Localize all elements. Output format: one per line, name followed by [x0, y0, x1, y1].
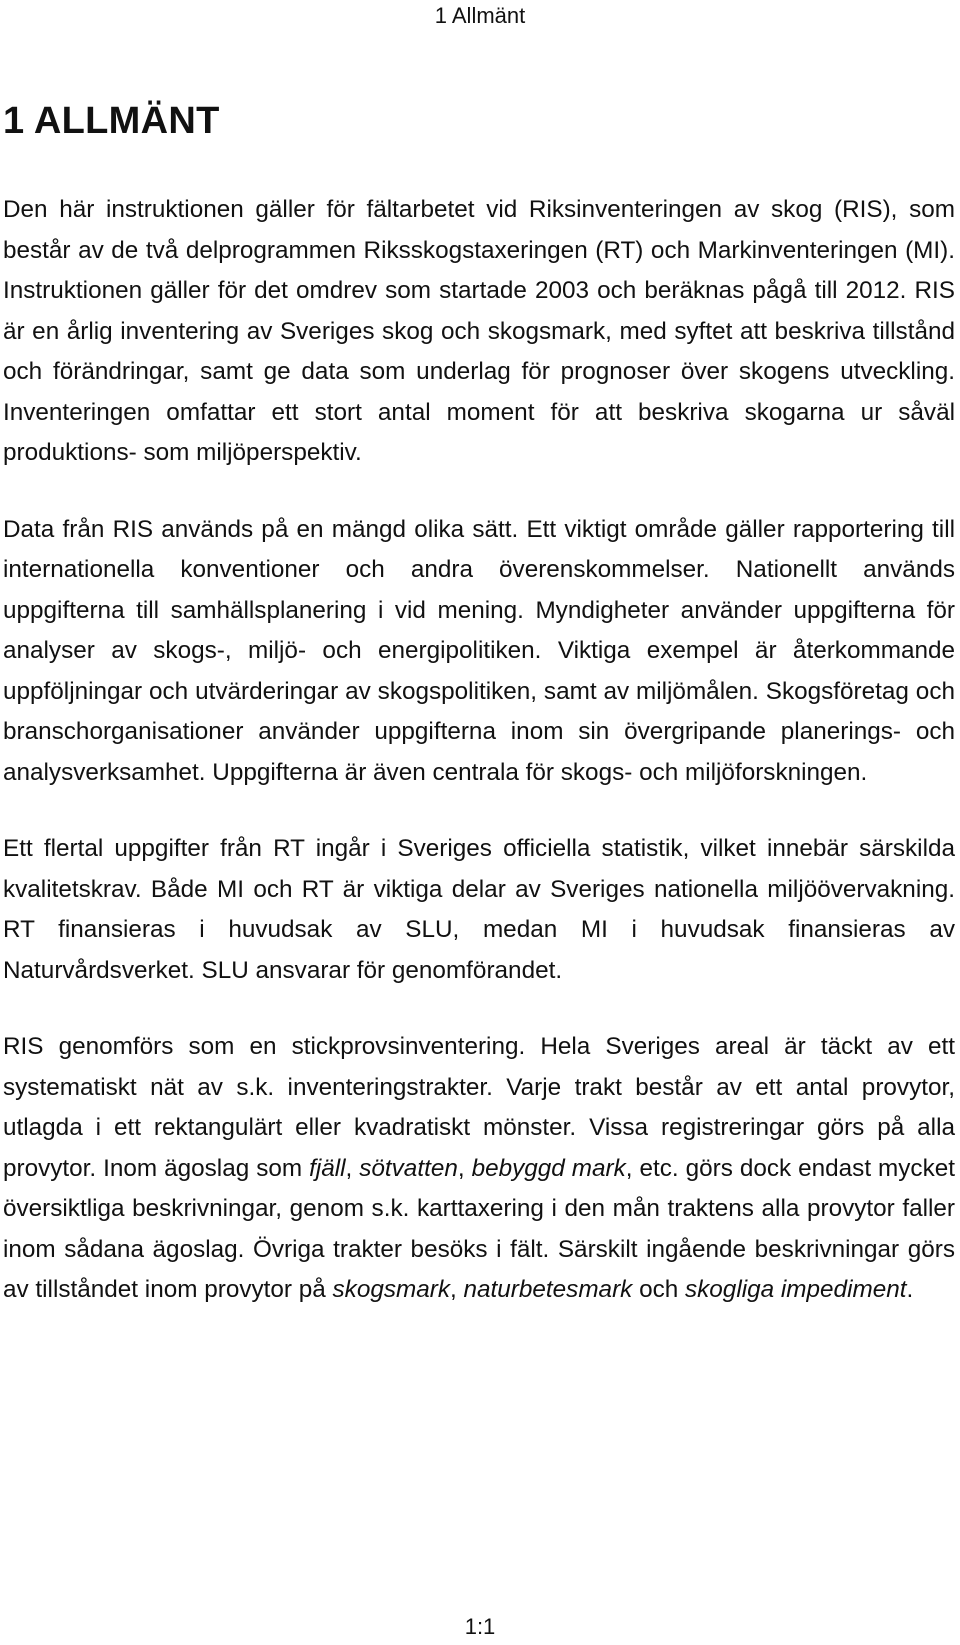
- paragraph-sampling-design: [3, 1027, 955, 1311]
- paragraph-official-statistics: Ett flertal uppgifter från RT ingår i Sveriges officiella statistik, vilket innebär särskilda kvalitetskrav. Både MI och RT är viktiga delar av Sveriges nationella miljöövervakning. RT finansieras i huvudsak av SLU, medan MI i huvudsak finansieras av Naturvårdsverket. SLU ansvarar för genomförandet.: [3, 835, 955, 984]
- text-segment: .: [906, 1276, 914, 1303]
- text-segment: , etc. görs dock endast mycket översiktliga beskrivningar, genom s.k. karttaxering i den mån traktens alla provytor faller inom sådana ägoslag. Övriga trakter besöks i fält. Särskilt ingående beskrivningar görs av tillståndet inom provytor på: [3, 1154, 955, 1303]
- term-naturbetesmark: naturbetesmark: [463, 1276, 633, 1303]
- text-segment: ,: [457, 1154, 472, 1182]
- text-segment: och: [632, 1276, 685, 1303]
- running-header: 1 Allmänt: [434, 3, 526, 28]
- text-segment: ,: [449, 1276, 464, 1303]
- chapter-title: 1 ALLMÄNT: [3, 100, 220, 142]
- text-segment: RIS genomförs som en stickprovsinventering. Hela Sveriges areal är täckt av ett systematiskt nät av s.k. inventeringstrakter. Varje trakt består av ett antal provytor, utlagda i ett rektangulärt eller kvadratiskt mönster. Vissa registreringar görs på alla provytor. Inom ägoslag som: [3, 1033, 955, 1182]
- paragraph-data-usage: Data från RIS används på en mängd olika sätt. Ett viktigt område gäller rapportering till internationella konventioner och andra överenskommelser. Nationellt används uppgifterna till samhällsplanering i vid mening. Myndigheter använder uppgifterna för analyser av skogs-, miljö- och energipolitiken. Viktiga exempel är återkommande uppföljningar och utvärderingar av skogspolitiken, samt av miljömålen. Skogsföretag och branschorganisationer använder uppgifterna inom sin övergripande planerings- och analysverksamhet. Uppgifterna är även centrala för skogs- och miljöforskningen.: [3, 515, 955, 786]
- term-skogliga-impediment: skogliga impediment: [685, 1276, 907, 1303]
- term-sotvatten: sötvatten: [359, 1154, 458, 1182]
- text-segment: ,: [345, 1154, 360, 1182]
- term-skogsmark: skogsmark: [332, 1276, 450, 1303]
- page-number: 1:1: [464, 1614, 496, 1639]
- paragraph-intro: Den här instruktionen gäller för fältarbetet vid Riksinventeringen av skog (RIS), som består av de två delprogrammen Riksskogstaxeringen (RT) och Markinventeringen (MI). Instruktionen gäller för det omdrev som startade 2003 och beräknas pågå till 2012. RIS är en årlig inventering av Sveriges skog och skogsmark, med syftet att beskriva tillstånd och förändringar, samt ge data som underlag för prognoser över skogens utveckling. Inventeringen omfattar ett stort antal moment för att beskriva skogarna ur såväl produktions- som miljöperspektiv.: [3, 196, 955, 466]
- term-bebyggd-mark: bebyggd mark: [471, 1154, 626, 1182]
- body-text: [3, 190, 955, 1347]
- term-fjall: fjäll: [309, 1154, 346, 1182]
